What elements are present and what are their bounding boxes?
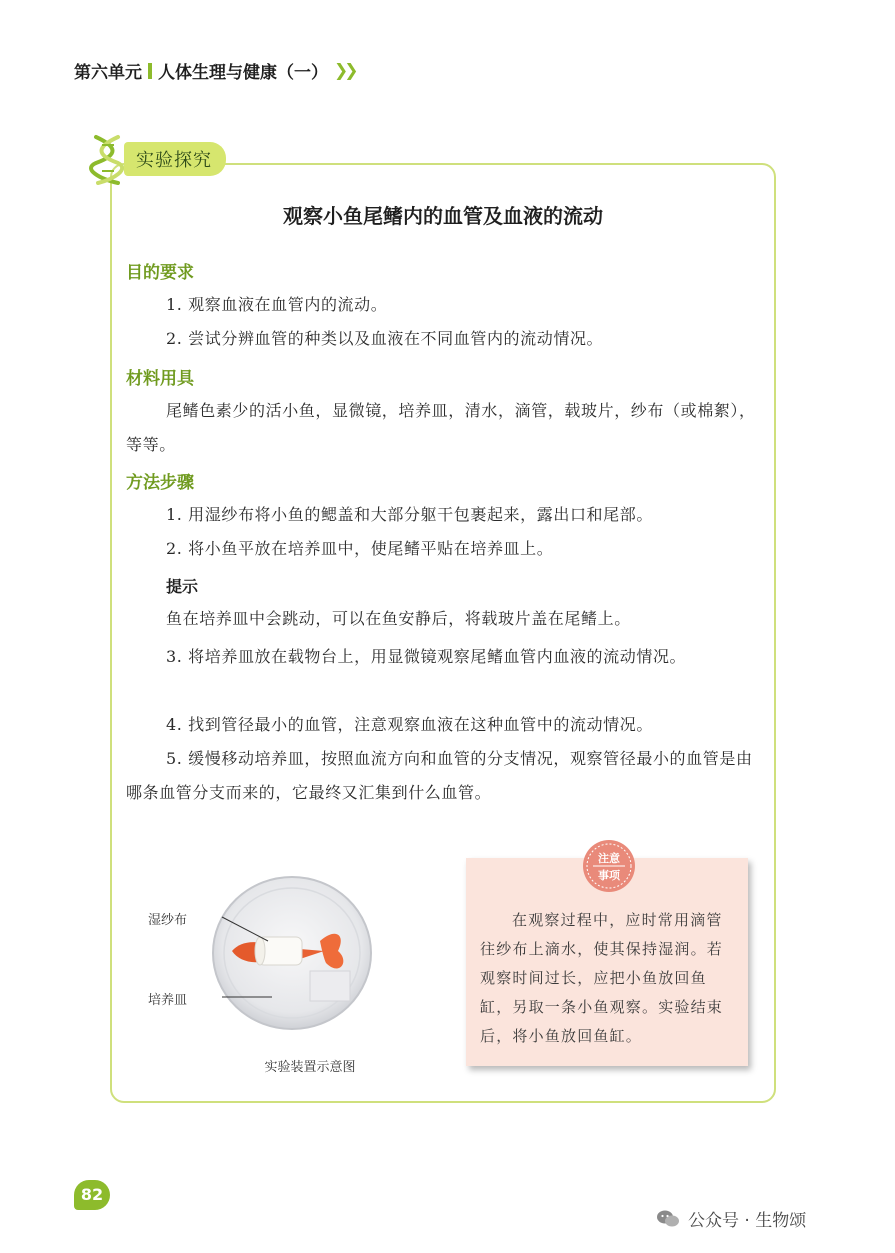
method-step: 1. 用湿纱布将小鱼的鳃盖和大部分躯干包裹起来，露出口和尾部。 bbox=[166, 505, 653, 524]
unit-topic: 人体生理与健康（一） bbox=[158, 63, 328, 83]
materials-text: 尾鳍色素少的活小鱼，显微镜，培养皿，清水，滴管，载玻片，纱布（或棉絮），等等。 bbox=[126, 401, 756, 454]
hint-label: 提示 bbox=[166, 577, 199, 596]
goal-item: 2. 尝试分辨血管的种类以及血液在不同血管内的流动情况。 bbox=[166, 329, 604, 348]
note-badge-bottom: 事项 bbox=[598, 869, 620, 882]
goal-item: 1. 观察血液在血管内的流动。 bbox=[166, 295, 388, 314]
materials-heading: 材料用具 bbox=[126, 369, 194, 389]
gauze-label: 湿纱布 bbox=[148, 913, 188, 928]
section-badge-label: 实验探究 bbox=[124, 142, 226, 176]
section-badge bbox=[88, 133, 226, 185]
note-text: 在观察过程中，应时常用滴管往纱布上滴水，使其保持湿润。若观察时间过长，应把小鱼放回鱼缸，另取一条小鱼观察。实验结束后，将小鱼放回鱼缸。 bbox=[480, 911, 724, 1045]
method-step: 5. 缓慢移动培养皿，按照血流方向和血管的分支情况，观察管径最小的血管是由哪条血管分支而来的，它最终又汇集到什么血管。 bbox=[126, 749, 753, 802]
divider-bar bbox=[148, 63, 152, 79]
petri-dish-illustration bbox=[140, 855, 410, 1055]
note-badge-top: 注意 bbox=[598, 852, 620, 865]
unit-header bbox=[74, 58, 355, 83]
method-step: 4. 找到管径最小的血管，注意观察血液在这种血管中的流动情况。 bbox=[166, 715, 653, 734]
figure-caption: 实验装置示意图 bbox=[264, 1060, 356, 1075]
unit-number: 第六单元 bbox=[74, 63, 142, 83]
double-chevron-icon: ❯❯ bbox=[334, 60, 355, 81]
goals-heading: 目的要求 bbox=[126, 263, 194, 283]
watermark-text: 公众号 · 生物颂 bbox=[688, 1211, 807, 1231]
dish-label: 培养皿 bbox=[148, 993, 188, 1008]
method-step: 3. 将培养皿放在载物台上，用显微镜观察尾鳍血管内血液的流动情况。 bbox=[166, 647, 687, 666]
note-badge-icon bbox=[581, 838, 637, 894]
petri-dish-figure bbox=[140, 855, 410, 1075]
hint-text: 鱼在培养皿中会跳动，可以在鱼安静后，将载玻片盖在尾鳍上。 bbox=[166, 609, 631, 628]
page-number: 82 bbox=[74, 1180, 110, 1210]
experiment-title: 观察小鱼尾鳍内的血管及血液的流动 bbox=[283, 204, 603, 228]
wechat-icon bbox=[656, 1209, 680, 1229]
method-step: 2. 将小鱼平放在培养皿中，使尾鳍平贴在培养皿上。 bbox=[166, 539, 554, 558]
note-box bbox=[466, 852, 748, 1066]
watermark bbox=[656, 1206, 806, 1231]
dna-helix-icon bbox=[88, 133, 128, 185]
methods-heading: 方法步骤 bbox=[126, 473, 194, 493]
